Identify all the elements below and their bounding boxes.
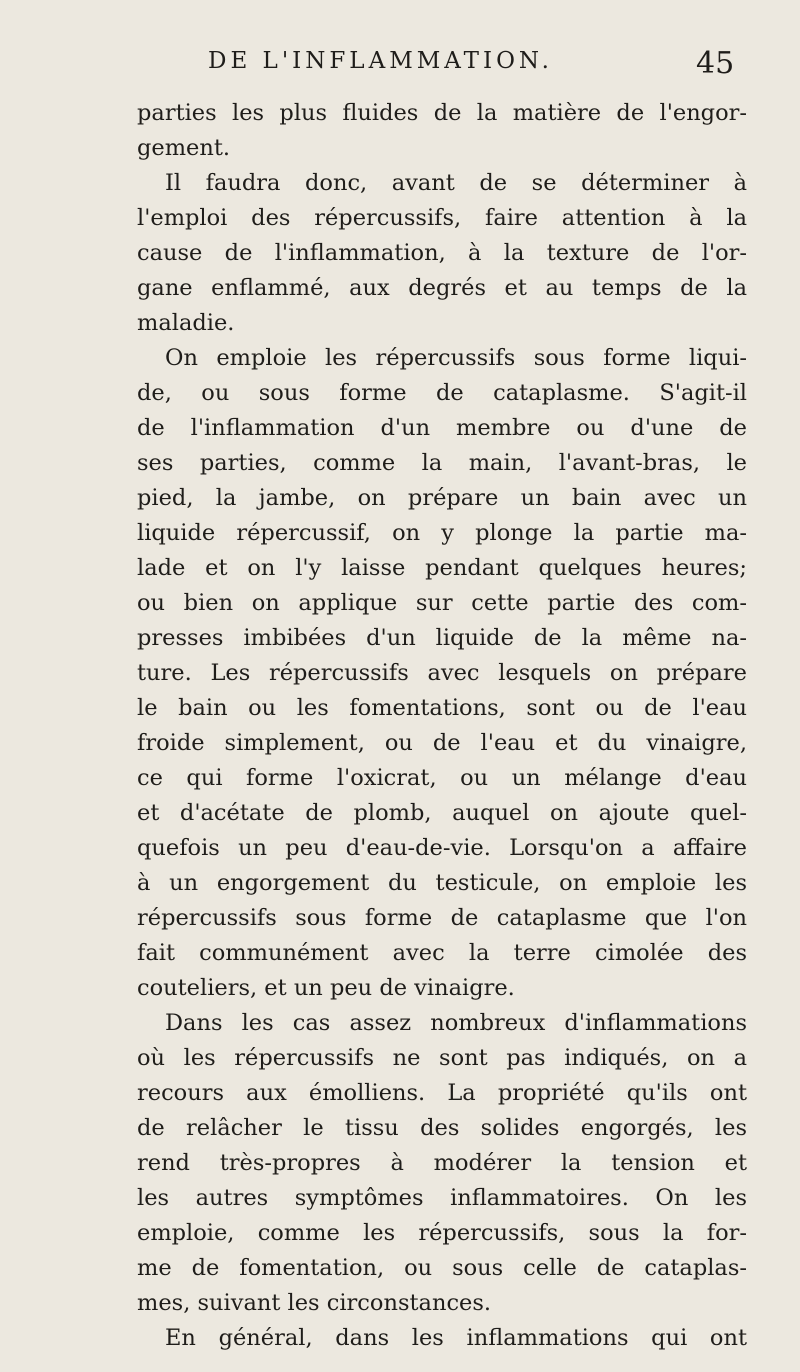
- text-line: ce qui forme l'oxicrat, ou un mélange d'eau: [137, 765, 747, 791]
- text-line: rend très-propres à modérer la tension et: [137, 1150, 747, 1176]
- text-line: Il faudra donc, avant de se déterminer à: [165, 170, 747, 196]
- text-line: me de fomentation, ou sous celle de cataplas-: [137, 1255, 747, 1281]
- running-head: DE L'INFLAMMATION.: [208, 48, 553, 74]
- text-line: couteliers, et un peu de vinaigre.: [137, 975, 515, 1001]
- text-line: maladie.: [137, 310, 235, 336]
- text-line: de relâcher le tissu des solides engorgés, les: [137, 1115, 747, 1141]
- text-line: le bain ou les fomentations, sont ou de l'eau: [137, 695, 747, 721]
- text-line: gement.: [137, 135, 231, 161]
- text-line: de, ou sous forme de cataplasme. S'agit-il: [137, 380, 747, 406]
- text-line: presses imbibées d'un liquide de la même na-: [137, 625, 747, 651]
- text-line: mes, suivant les circonstances.: [137, 1290, 492, 1316]
- text-line: Dans les cas assez nombreux d'inflammations: [165, 1010, 747, 1036]
- page-number: 45: [696, 46, 735, 81]
- text-line: lade et on l'y laisse pendant quelques heures;: [137, 555, 747, 581]
- text-line: de l'inflammation d'un membre ou d'une de: [137, 415, 747, 441]
- text-line: fait communément avec la terre cimolée des: [137, 940, 747, 966]
- text-line: En général, dans les inflammations qui ont: [165, 1325, 747, 1351]
- text-line: ture. Les répercussifs avec lesquels on prépare: [137, 660, 747, 686]
- page-header: [0, 46, 800, 86]
- text-line: parties les plus fluides de la matière de l'engor-: [137, 100, 747, 126]
- text-line: emploie, comme les répercussifs, sous la for-: [137, 1220, 747, 1246]
- text-line: pied, la jambe, on prépare un bain avec un: [137, 485, 747, 511]
- text-line: recours aux émolliens. La propriété qu'ils ont: [137, 1080, 747, 1106]
- text-line: ses parties, comme la main, l'avant-bras, le: [137, 450, 747, 476]
- text-line: froide simplement, ou de l'eau et du vinaigre,: [137, 730, 747, 756]
- text-line: l'emploi des répercussifs, faire attention à la: [137, 205, 747, 231]
- text-line: et d'acétate de plomb, auquel on ajoute quel-: [137, 800, 747, 826]
- text-line: à un engorgement du testicule, on emploie les: [137, 870, 747, 896]
- text-line: où les répercussifs ne sont pas indiqués, on a: [137, 1045, 747, 1071]
- text-line: ou bien on applique sur cette partie des com-: [137, 590, 747, 616]
- text-line: quefois un peu d'eau-de-vie. Lorsqu'on a affaire: [137, 835, 747, 861]
- text-line: liquide répercussif, on y plonge la partie ma-: [137, 520, 747, 546]
- body-text: [137, 96, 747, 1356]
- text-line: cause de l'inflammation, à la texture de l'or-: [137, 240, 747, 266]
- text-line: répercussifs sous forme de cataplasme que l'on: [137, 905, 747, 931]
- text-line: les autres symptômes inflammatoires. On les: [137, 1185, 747, 1211]
- text-line: On emploie les répercussifs sous forme liqui-: [165, 345, 747, 371]
- text-line: gane enflammé, aux degrés et au temps de la: [137, 275, 747, 301]
